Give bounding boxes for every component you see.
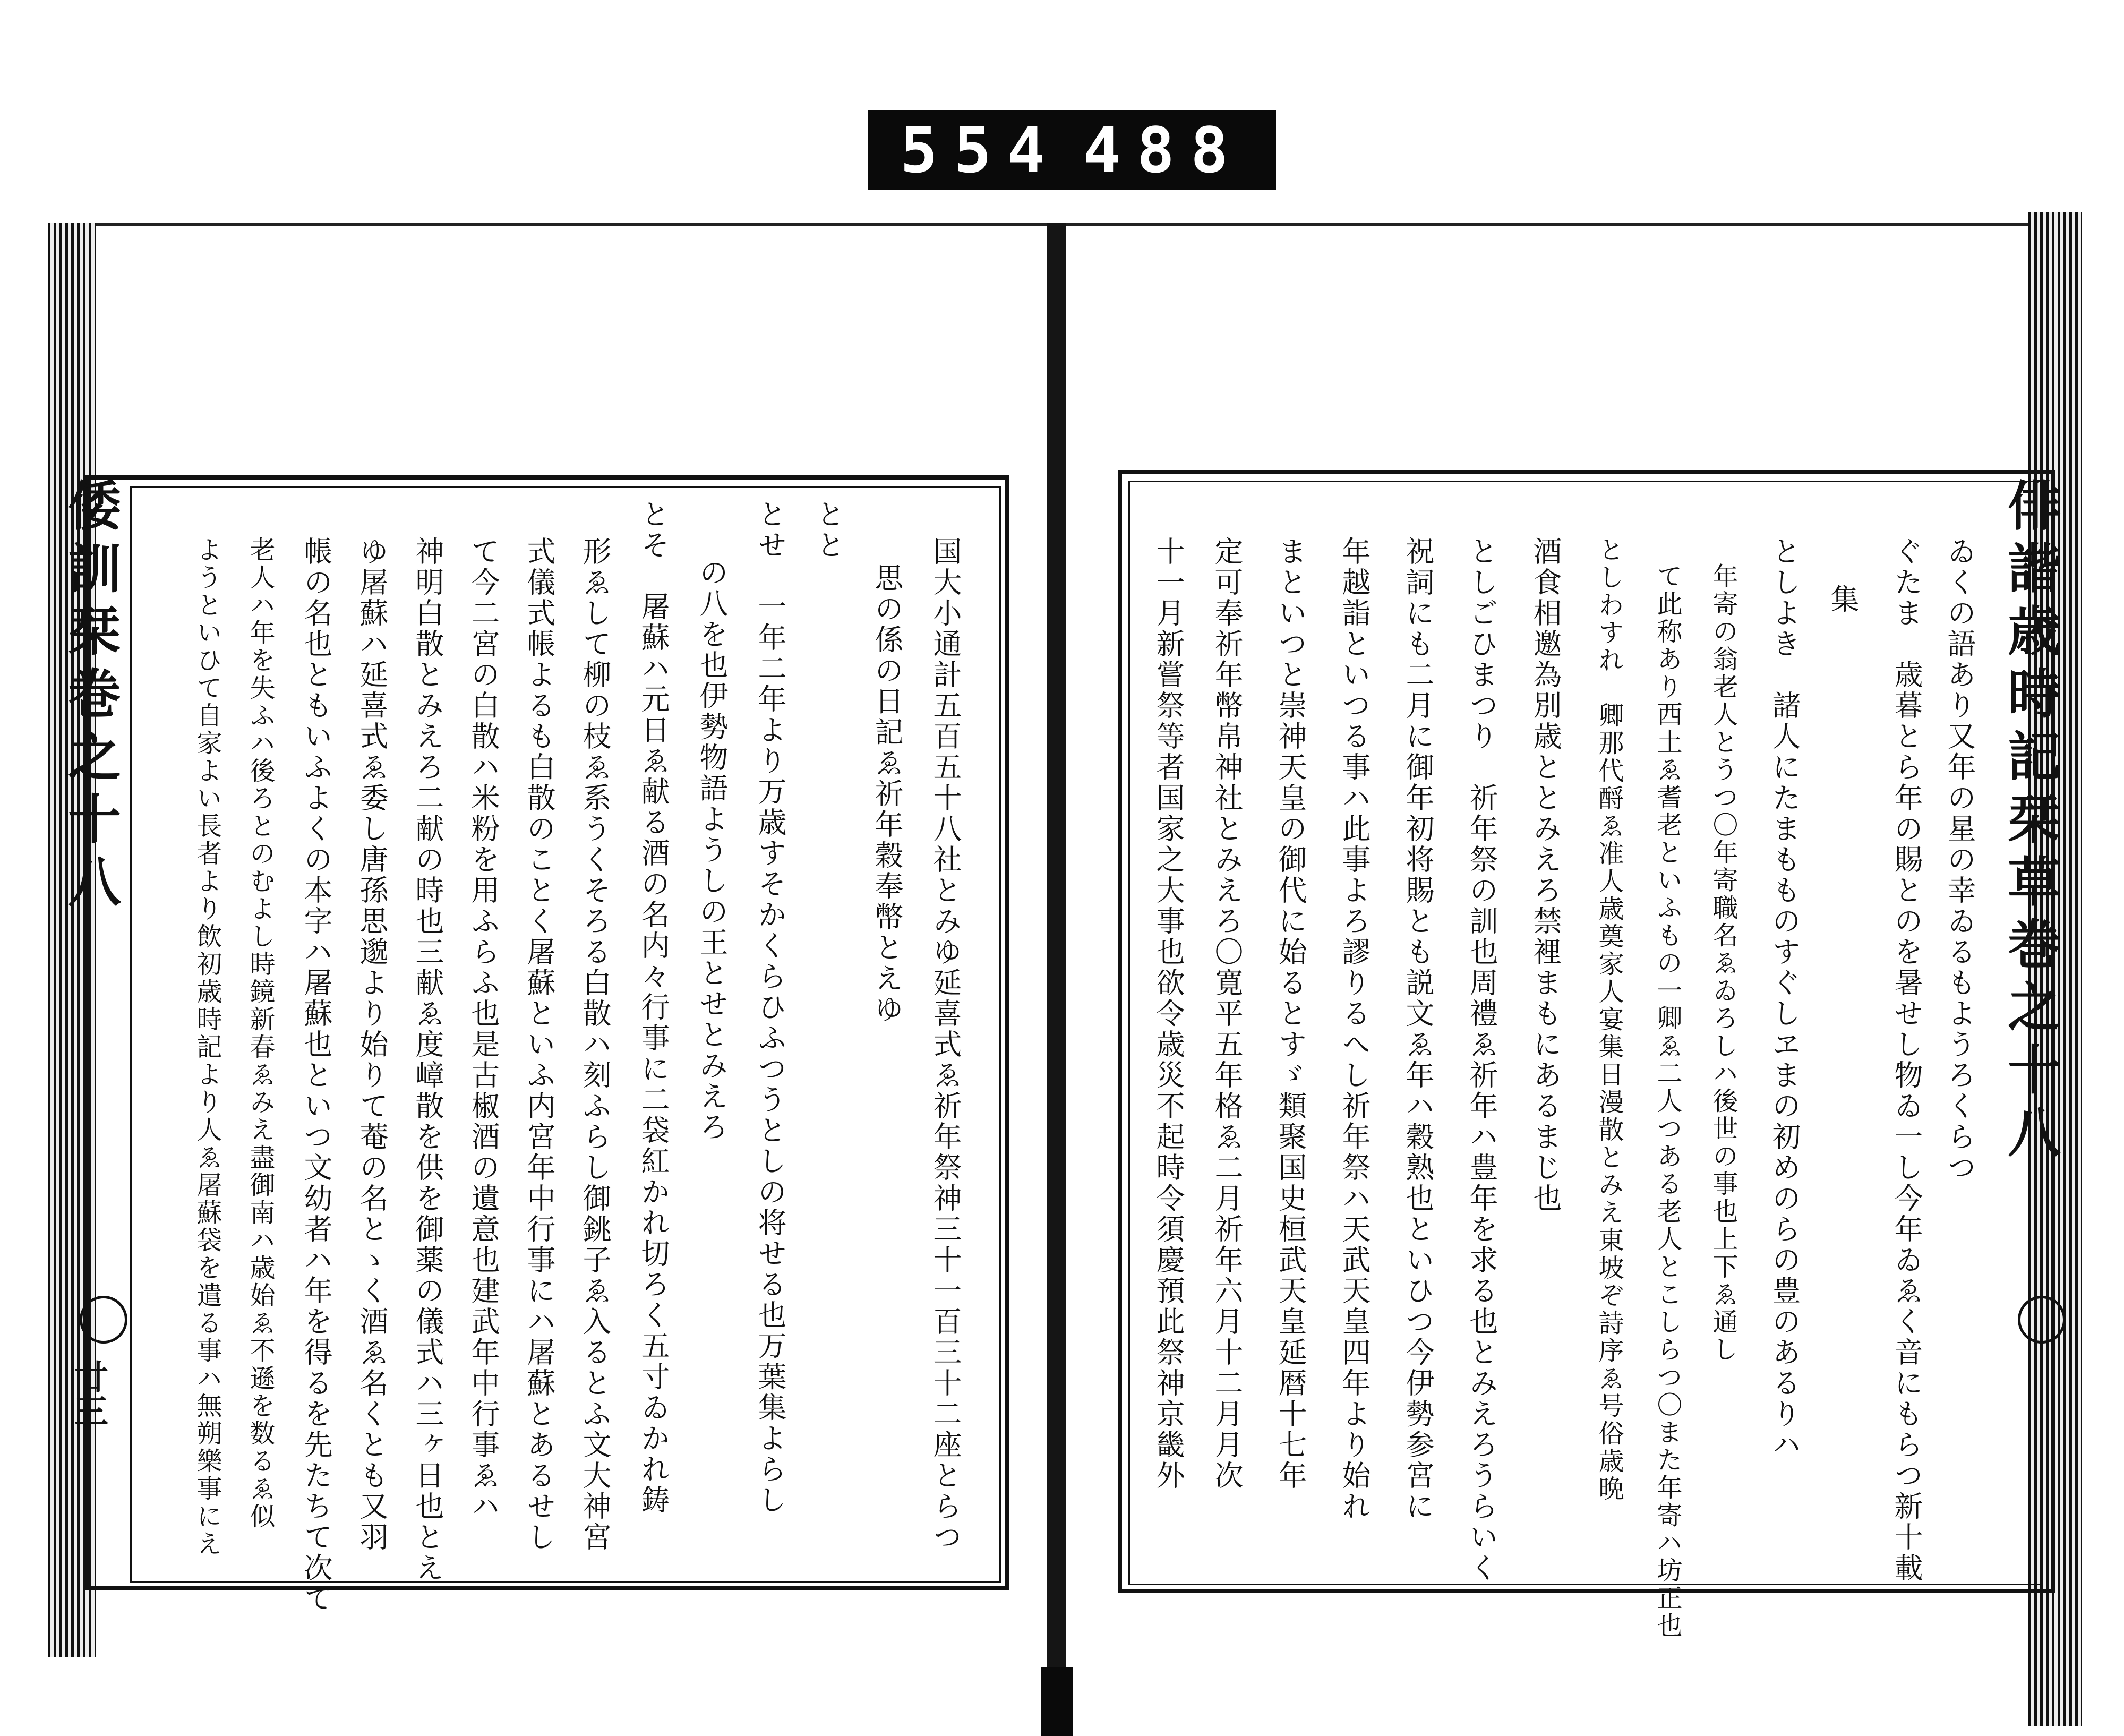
text-column: ゐくの語あり又年の星の幸ゐるもようろくらつ <box>1943 536 1976 1183</box>
text-column: 思の係の日記ゑ祈年穀奉幣とえゆ <box>870 563 904 1025</box>
book-gutter <box>1047 223 1066 1736</box>
left-folio-number: 廿三 <box>68 1359 108 1427</box>
text-column: 式儀式帳よるも白散のことく屠蘇といふ内宮年中行事にハ屠蘇とあるせし <box>523 536 556 1553</box>
text-column: 十一月新嘗祭等者国家之大事也欲令歳災不起時令須慶預此祭神京畿外 <box>1152 536 1185 1491</box>
text-column: としよき 諸人にたまもものすぐしヱまの初めのらの豊のあるりハ <box>1768 536 1801 1460</box>
text-column: て今二宮の白散ハ米粉を用ふらふ也是古椒酒の遺意也建武年中行事ゑハ <box>467 536 500 1522</box>
text-column: 年越詣といつる事ハ此事よろ謬りるへし祈年祭ハ天武天皇四年より始れ <box>1338 536 1371 1522</box>
text-column: 定可奉祈年幣帛神社とみえろ〇寛平五年格ゑ二月祈年六月十二月月次 <box>1210 536 1244 1491</box>
text-column: 国大小通計五百五十八社とみゆ延喜式ゑ祈年祭神三十一百三十二座とらつ <box>929 536 962 1553</box>
text-column: 神明白散とみえろ二献の時也三献ゑ度嶂散を供を御薬の儀式ハ三ヶ日也とえ <box>411 536 444 1584</box>
text-column: とそ 屠蘇ハ元日ゑ献る酒の名内々行事に二袋紅かれ切ろく五寸ゐかれ鋳 <box>637 499 670 1516</box>
label-number-right: 488 <box>1083 114 1244 187</box>
text-column: ぐたま 歳暮とら年の賜とのを暑せし物ゐ一し今年ゐゑく音にもらつ新十載 <box>1890 536 1923 1584</box>
text-column: の八を也伊勢物語ようしの王とせとみえろ <box>695 558 729 1143</box>
text-column: 集 <box>1826 584 1860 615</box>
text-column: とと <box>812 499 845 561</box>
right-binding-hole <box>2018 1296 2066 1344</box>
label-number-left: 554 <box>900 114 1061 187</box>
text-column: て此称あり西土ゑ耆老といふもの一卿ゑ二人つある老人とこしらつ〇また年寄ハ坊正也 <box>1652 563 1682 1640</box>
text-column: 酒食相邀為別歳ととみえろ禁裡まもにあるまじ也 <box>1529 536 1562 1214</box>
text-column: ようといひて自家よい長者より飲初歳時記より人ゑ屠蘇袋を遣る事ハ無朔樂事にえ <box>192 536 222 1558</box>
left-running-title: 倭訓栞巻之十八 <box>59 478 122 917</box>
right-running-title: 俳諧歳時記栞草巻之十八 <box>1999 478 2061 1167</box>
text-column: とせ 一年二年より万歳すそかくらひふつうとしの将せる也万葉集よらし <box>753 499 787 1516</box>
text-column: 帳の名也ともいふよくの本字ハ屠蘇也といつ文幼者ハ年を得るを先たちて次て <box>299 536 333 1614</box>
text-column: としわすれ 卿那代酹ゑ准人歳奠家人宴集日漫散とみえ東坡ぞ詩序ゑ号俗歳晩 <box>1594 536 1624 1503</box>
gutter-foot <box>1041 1667 1073 1736</box>
text-column: 祝詞にも二月に御年初将賜とも説文ゑ年ハ穀熟也といひつ今伊勢参宮に <box>1401 536 1435 1522</box>
text-column: としごひまつり 祈年祭の訓也周禮ゑ祈年ハ豊年を求る也とみえろうらいく <box>1465 536 1498 1584</box>
text-column: 形ゑして柳の枝ゑ系うくそろる白散ハ刻ふらし御銚子ゑ入るとふ文大神宮 <box>578 536 612 1553</box>
text-column: まといつと崇神天皇の御代に始るとすゞ類聚国史桓武天皇延暦十七年 <box>1274 536 1307 1491</box>
catalogue-label <box>868 110 1276 190</box>
text-column: 老人ハ年を失ふハ後ろとのむよし時鏡新春ゑみえ盡御南ハ歳始ゑ不遜を数るゑ似 <box>245 536 275 1530</box>
text-column: ゆ屠蘇ハ延喜式ゑ委し唐孫思邈より始りて菴の名とゝく酒ゑ名くとも又羽 <box>355 536 389 1553</box>
text-column: 年寄の翁老人とうつ〇年寄職名ゑゐろしハ後世の事也上下ゑ通し <box>1708 563 1738 1364</box>
